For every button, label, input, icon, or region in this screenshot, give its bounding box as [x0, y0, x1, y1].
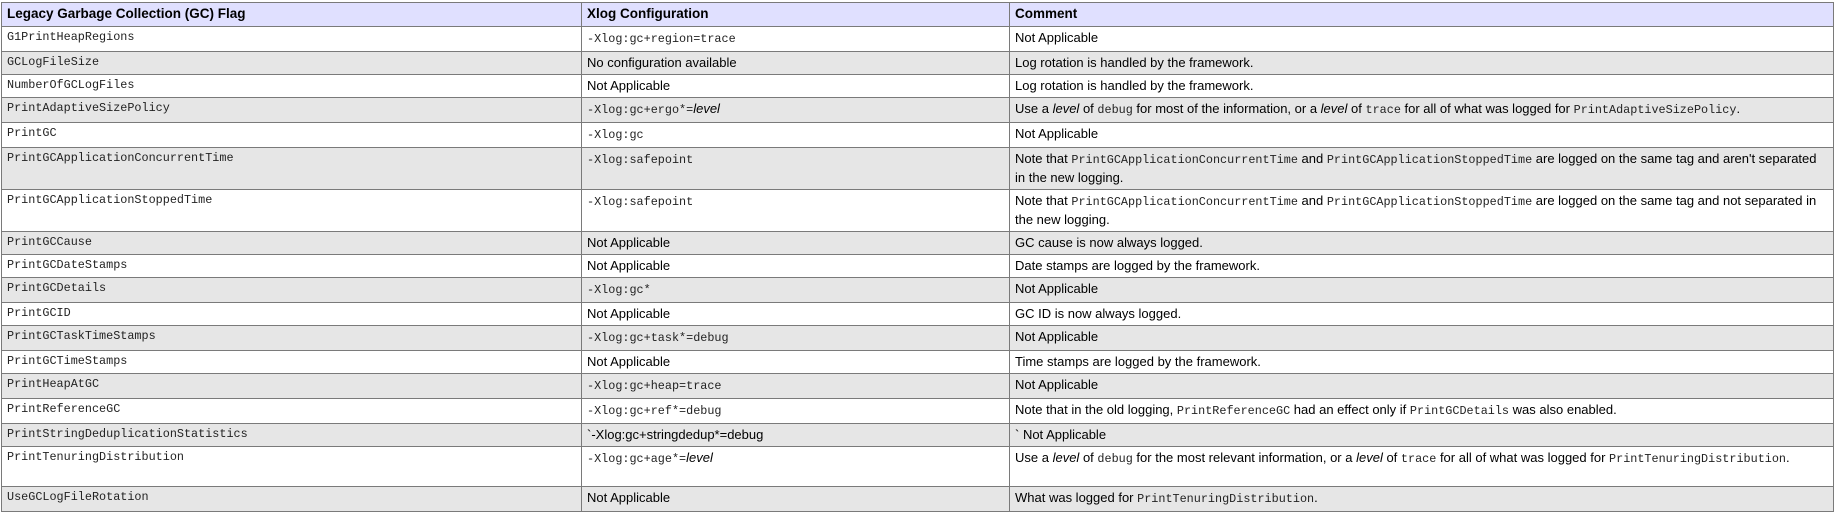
- plain-text: was also enabled.: [1509, 402, 1617, 417]
- plain-text: Note that: [1015, 193, 1072, 208]
- table-row: [2, 374, 1834, 399]
- plain-text: Log rotation is handled by the framework.: [1015, 78, 1254, 93]
- table-row: [2, 303, 1834, 326]
- legacy-flag-cell: PrintHeapAtGC: [2, 374, 582, 399]
- legacy-flag-cell: PrintGCTimeStamps: [2, 351, 582, 374]
- legacy-flag-cell: GCLogFileSize: [2, 52, 582, 75]
- xlog-configuration-cell: [582, 52, 1010, 75]
- plain-text: .: [1786, 450, 1790, 465]
- emphasis-text: level: [1052, 101, 1080, 116]
- comment-cell: [1010, 399, 1834, 424]
- xlog-configuration-cell: [582, 232, 1010, 255]
- plain-text: No configuration available: [587, 55, 737, 70]
- xlog-configuration-cell: [582, 447, 1010, 487]
- xlog-configuration-cell: [582, 374, 1010, 399]
- legacy-flag-cell: PrintGCTaskTimeStamps: [2, 326, 582, 351]
- code-text: -Xlog:gc+heap=trace: [587, 379, 722, 393]
- plain-text: .: [1314, 490, 1318, 505]
- comment-cell: [1010, 27, 1834, 52]
- plain-text: Not Applicable: [587, 490, 671, 505]
- code-text: PrintGCApplicationConcurrentTime: [1071, 153, 1298, 167]
- code-text: -Xlog:gc+age*=: [587, 452, 687, 466]
- code-text: PrintGCDetails: [1409, 404, 1510, 418]
- plain-text: for the most relevant information, or a: [1132, 450, 1357, 465]
- table-row: [2, 98, 1834, 123]
- comment-cell: [1010, 190, 1834, 232]
- plain-text: Note that: [1015, 151, 1072, 166]
- plain-text: GC cause is now always logged.: [1015, 235, 1203, 250]
- legacy-flag-cell: NumberOfGCLogFiles: [2, 75, 582, 98]
- table-row: [2, 75, 1834, 98]
- header-legacy-flag: Legacy Garbage Collection (GC) Flag: [2, 3, 582, 27]
- plain-text: are logged on the same tag and not separated in the new logging.: [1015, 193, 1817, 227]
- plain-text: GC ID is now always logged.: [1015, 306, 1182, 321]
- code-text: -Xlog:safepoint: [587, 153, 694, 167]
- emphasis-text: level: [1320, 101, 1348, 116]
- emphasis-text: level: [1052, 450, 1080, 465]
- table-row: [2, 351, 1834, 374]
- xlog-configuration-cell: [582, 148, 1010, 190]
- legacy-flag-cell: UseGCLogFileRotation: [2, 487, 582, 512]
- comment-cell: [1010, 447, 1834, 487]
- xlog-configuration-cell: [582, 255, 1010, 278]
- code-text: trace: [1365, 103, 1401, 117]
- table-row: [2, 487, 1834, 512]
- table-header: [2, 3, 1834, 27]
- comment-cell: [1010, 255, 1834, 278]
- legacy-flag-cell: G1PrintHeapRegions: [2, 27, 582, 52]
- plain-text: What was logged for: [1015, 490, 1138, 505]
- comment-cell: [1010, 374, 1834, 399]
- comment-cell: [1010, 75, 1834, 98]
- plain-text: Not Applicable: [587, 258, 671, 273]
- code-text: -Xlog:gc: [587, 128, 644, 142]
- legacy-flag-cell: PrintReferenceGC: [2, 399, 582, 424]
- plain-text: and: [1297, 151, 1327, 166]
- xlog-configuration-cell: [582, 278, 1010, 303]
- plain-text: Not Applicable: [587, 354, 671, 369]
- xlog-configuration-cell: [582, 190, 1010, 232]
- plain-text: Not Applicable: [587, 78, 671, 93]
- code-text: -Xlog:gc*: [587, 283, 651, 297]
- code-text: PrintGCApplicationStoppedTime: [1326, 195, 1533, 209]
- table-row: [2, 326, 1834, 351]
- comment-cell: [1010, 148, 1834, 190]
- code-text: PrintGCApplicationStoppedTime: [1326, 153, 1533, 167]
- comment-cell: [1010, 52, 1834, 75]
- code-text: PrintReferenceGC: [1176, 404, 1291, 418]
- xlog-configuration-cell: [582, 98, 1010, 123]
- plain-text: Not Applicable: [1015, 30, 1099, 45]
- plain-text: Not Applicable: [587, 306, 671, 321]
- table-row: [2, 52, 1834, 75]
- xlog-configuration-cell: [582, 399, 1010, 424]
- plain-text: Time stamps are logged by the framework.: [1015, 354, 1261, 369]
- comment-cell: [1010, 326, 1834, 351]
- emphasis-text: level: [686, 450, 713, 465]
- plain-text: Use a: [1015, 101, 1053, 116]
- plain-text: Note that in the old logging,: [1015, 402, 1177, 417]
- plain-text: .: [1736, 101, 1741, 116]
- code-text: -Xlog:safepoint: [587, 195, 694, 209]
- code-text: PrintGCApplicationConcurrentTime: [1071, 195, 1298, 209]
- table-row: [2, 255, 1834, 278]
- plain-text: and: [1297, 193, 1327, 208]
- code-text: trace: [1400, 452, 1437, 466]
- code-text: PrintAdaptiveSizePolicy: [1573, 103, 1737, 117]
- legacy-flag-cell: PrintAdaptiveSizePolicy: [2, 98, 582, 123]
- xlog-configuration-cell: [582, 123, 1010, 148]
- table-row: [2, 123, 1834, 148]
- plain-text: Date stamps are logged by the framework.: [1015, 258, 1260, 273]
- emphasis-text: level: [1356, 450, 1383, 465]
- code-text: -Xlog:gc+task*=debug: [587, 331, 729, 345]
- xlog-configuration-cell: [582, 351, 1010, 374]
- comment-cell: [1010, 303, 1834, 326]
- legacy-flag-cell: PrintGCApplicationStoppedTime: [2, 190, 582, 232]
- table-body: [2, 27, 1834, 512]
- plain-text: Not Applicable: [1015, 126, 1099, 141]
- comment-cell: [1010, 278, 1834, 303]
- code-text: -Xlog:gc+ref*=debug: [587, 404, 722, 418]
- xlog-configuration-cell: [582, 326, 1010, 351]
- plain-text: of: [1079, 101, 1098, 116]
- comment-cell: [1010, 232, 1834, 255]
- plain-text: for all of what was logged for: [1400, 101, 1574, 116]
- code-text: debug: [1097, 452, 1133, 466]
- plain-text: Log rotation is handled by the framework.: [1015, 55, 1254, 70]
- legacy-flag-cell: PrintStringDeduplicationStatistics: [2, 424, 582, 447]
- plain-text: Not Applicable: [1015, 329, 1099, 344]
- table-row: [2, 190, 1834, 232]
- table-row: [2, 148, 1834, 190]
- xlog-configuration-cell: [582, 75, 1010, 98]
- table-row: [2, 424, 1834, 447]
- comment-cell: [1010, 123, 1834, 148]
- table-row: [2, 399, 1834, 424]
- xlog-configuration-cell: [582, 487, 1010, 512]
- plain-text: of: [1079, 450, 1098, 465]
- emphasis-text: level: [693, 101, 720, 116]
- plain-text: had an effect only if: [1290, 402, 1410, 417]
- plain-text: for most of the information, or a: [1132, 101, 1321, 116]
- plain-text: are logged on the same tag and aren't separated in the new logging.: [1015, 151, 1817, 185]
- xlog-configuration-cell: [582, 303, 1010, 326]
- comment-cell: [1010, 487, 1834, 512]
- code-text: PrintTenuringDistribution: [1609, 452, 1787, 466]
- legacy-flag-cell: PrintGCID: [2, 303, 582, 326]
- table-row: [2, 278, 1834, 303]
- xlog-configuration-cell: [582, 424, 1010, 447]
- comment-cell: [1010, 351, 1834, 374]
- plain-text: `-Xlog:gc+stringdedup*=debug: [587, 427, 764, 442]
- legacy-flag-cell: PrintGCCause: [2, 232, 582, 255]
- legacy-flag-cell: PrintGCDateStamps: [2, 255, 582, 278]
- xlog-configuration-cell: [582, 27, 1010, 52]
- plain-text: of: [1382, 450, 1401, 465]
- plain-text: Not Applicable: [587, 235, 671, 250]
- comment-cell: [1010, 98, 1834, 123]
- legacy-flag-cell: PrintTenuringDistribution: [2, 447, 582, 487]
- gc-flag-mapping-table: [1, 2, 1834, 512]
- code-text: debug: [1097, 103, 1133, 117]
- header-comment: Comment: [1010, 3, 1834, 27]
- plain-text: Not Applicable: [1015, 281, 1099, 296]
- code-text: -Xlog:gc+region=trace: [587, 32, 736, 46]
- plain-text: ` Not Applicable: [1015, 427, 1107, 442]
- plain-text: for all of what was logged for: [1436, 450, 1610, 465]
- legacy-flag-cell: PrintGC: [2, 123, 582, 148]
- header-xlog-configuration: Xlog Configuration: [582, 3, 1010, 27]
- plain-text: Use a: [1015, 450, 1053, 465]
- code-text: -Xlog:gc+ergo*=: [587, 103, 694, 117]
- plain-text: of: [1347, 101, 1366, 116]
- plain-text: Not Applicable: [1015, 377, 1099, 392]
- header-row: [2, 3, 1834, 27]
- table-row: [2, 232, 1834, 255]
- legacy-flag-cell: PrintGCDetails: [2, 278, 582, 303]
- table-row: [2, 27, 1834, 52]
- code-text: PrintTenuringDistribution: [1137, 492, 1315, 506]
- legacy-flag-cell: PrintGCApplicationConcurrentTime: [2, 148, 582, 190]
- table-row: [2, 447, 1834, 487]
- comment-cell: [1010, 424, 1834, 447]
